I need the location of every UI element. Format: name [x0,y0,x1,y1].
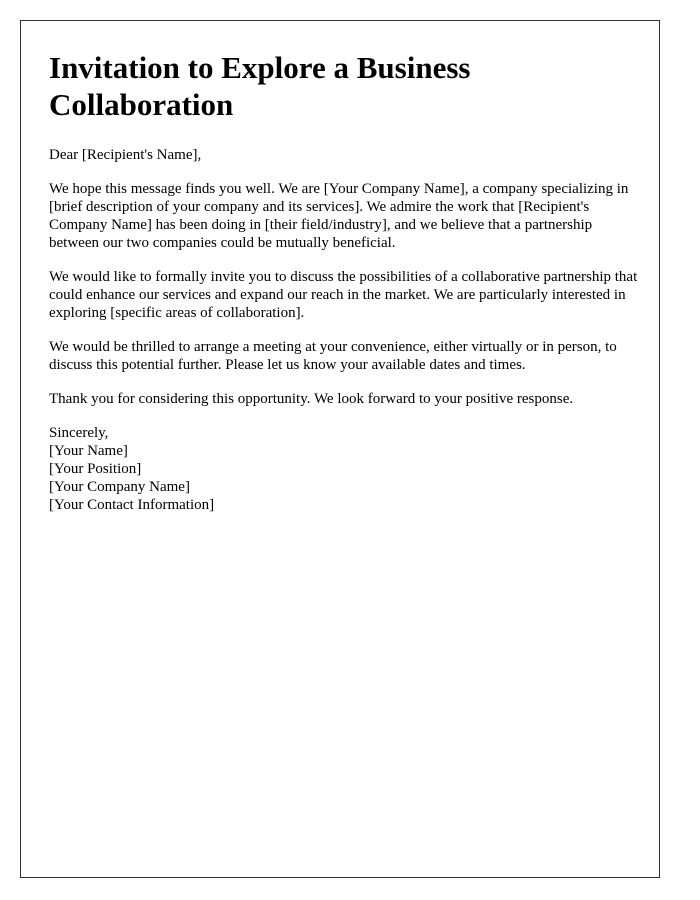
body-paragraph-invitation: We would like to formally invite you to discuss the possibilities of a collaborative partnership that could enhance our services and expand our reach in the market. We are particularly interested in exploring [specific areas of collaboration]. [49,269,638,321]
closing: Sincerely, [49,425,109,441]
letter-page [20,20,660,878]
signature-contact: [Your Contact Information] [49,497,215,513]
body-paragraph-meeting: We would be thrilled to arrange a meeting at your convenience, either virtually or in person, to discuss this potential further. Please let us know your available dates and times. [49,339,617,373]
letter-title [49,49,639,123]
signature-name: [Your Name] [49,443,128,459]
body-paragraph-thanks: Thank you for considering this opportunity. We look forward to your positive response. [49,391,574,407]
signature-block [49,424,639,514]
body-paragraph-intro: We hope this message finds you well. We are [Your Company Name], a company specializing in [brief description of your company and its services]. We admire the work that [Recipient's Company Name] has been doing in [their field/industry], and we believe that a partnership between our two companies could be mutually beneficial. [49,181,629,251]
letter-title-line-2: Collaboration [49,87,234,122]
letter-title-line-1: Invitation to Explore a Business [49,50,471,85]
signature-company: [Your Company Name] [49,479,190,495]
letter-content [49,49,639,514]
signature-position: [Your Position] [49,461,142,477]
salutation: Dear [Recipient's Name], [49,147,202,163]
